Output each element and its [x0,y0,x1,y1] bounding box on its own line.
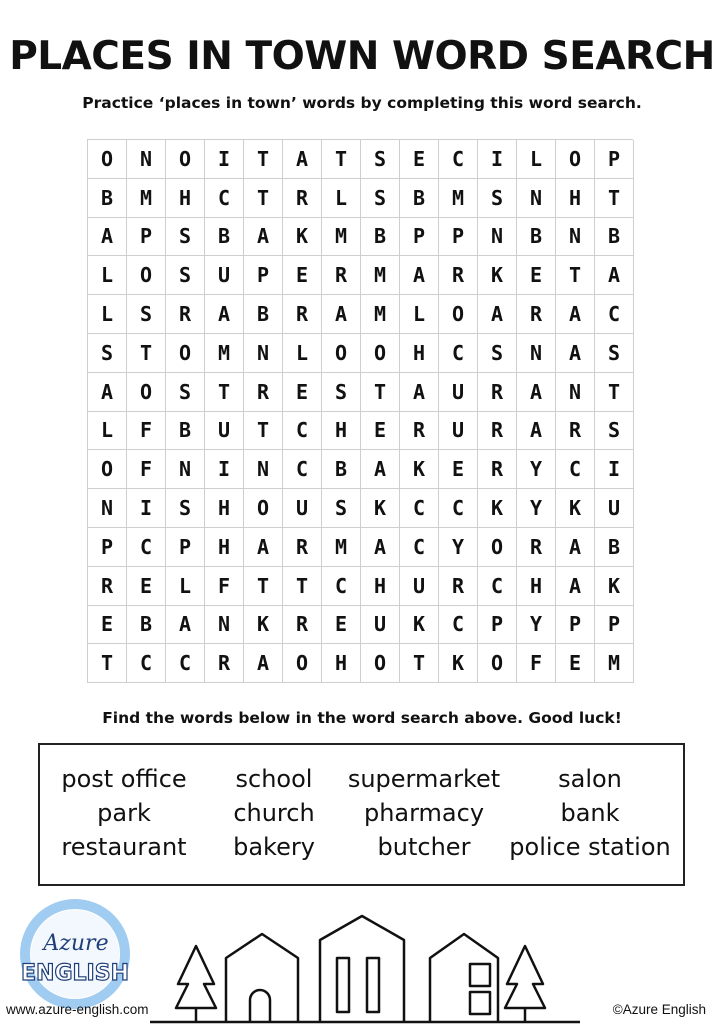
grid-cell: A [556,567,595,606]
grid-cell: M [361,295,400,334]
grid-cell: R [244,373,283,412]
grid-cell: T [244,567,283,606]
grid-cell: P [595,606,634,645]
grid-cell: S [361,179,400,218]
grid-cell: P [166,528,205,567]
grid-cell: K [361,489,400,528]
word-item: post office [61,765,187,793]
grid-cell: A [166,606,205,645]
grid-cell: C [322,567,361,606]
grid-cell: E [400,140,439,179]
grid-cell: C [127,644,166,683]
grid-cell: H [322,644,361,683]
grid-cell: S [166,218,205,257]
grid-cell: C [283,412,322,451]
grid-cell: O [166,334,205,373]
grid-cell: R [517,295,556,334]
grid-cell: A [517,412,556,451]
grid-cell: H [400,334,439,373]
grid-cell: I [127,489,166,528]
grid-cell: A [478,295,517,334]
grid-cell: R [283,606,322,645]
grid-cell: B [361,218,400,257]
grid-cell: O [244,489,283,528]
grid-cell: N [556,218,595,257]
grid-cell: B [244,295,283,334]
grid-cell: R [205,644,244,683]
grid-cell: A [361,528,400,567]
grid-cell: L [88,295,127,334]
grid-cell: T [595,373,634,412]
grid-cell: O [88,450,127,489]
grid-cell: C [283,450,322,489]
grid-cell: B [127,606,166,645]
grid-cell: U [400,567,439,606]
grid-cell: R [556,412,595,451]
grid-cell: H [205,528,244,567]
grid-cell: U [439,412,478,451]
logo-line1: Azure [43,931,109,956]
grid-cell: N [244,334,283,373]
grid-cell: P [127,218,166,257]
grid-cell: U [595,489,634,528]
house-icon [430,934,498,1022]
grid-cell: C [127,528,166,567]
grid-cell: E [283,373,322,412]
grid-cell: L [400,295,439,334]
grid-cell: B [595,218,634,257]
grid-cell: A [517,373,556,412]
word-item: church [233,799,315,827]
grid-cell: C [400,528,439,567]
grid-cell: B [88,179,127,218]
grid-cell: C [595,295,634,334]
grid-cell: I [205,450,244,489]
grid-cell: C [439,140,478,179]
grid-cell: U [439,373,478,412]
grid-cell: O [127,373,166,412]
grid-cell: O [88,140,127,179]
grid-cell: B [517,218,556,257]
grid-cell: L [88,256,127,295]
grid-cell: A [88,373,127,412]
grid-cell: F [205,567,244,606]
grid-cell: H [517,567,556,606]
grid-cell: K [439,644,478,683]
grid-cell: O [283,644,322,683]
instruction-text: Find the words below in the word search above. Good luck! [102,709,622,727]
grid-cell: T [127,334,166,373]
word-list-box [38,743,685,886]
grid-cell: F [517,644,556,683]
grid-cell: N [127,140,166,179]
azure-english-logo [16,898,134,1016]
grid-cell: P [478,606,517,645]
grid-cell: O [439,295,478,334]
grid-cell: O [478,528,517,567]
grid-cell: T [556,256,595,295]
grid-cell: K [556,489,595,528]
grid-cell: R [166,295,205,334]
grid-cell: S [166,373,205,412]
grid-cell: C [439,606,478,645]
grid-cell: R [283,179,322,218]
grid-cell: R [283,528,322,567]
grid-cell: S [361,140,400,179]
house-icon [320,916,404,1022]
grid-cell: R [439,567,478,606]
grid-cell: I [595,450,634,489]
grid-cell: O [127,256,166,295]
grid-cell: T [244,412,283,451]
grid-cell: P [400,218,439,257]
grid-cell: E [88,606,127,645]
grid-cell: P [439,218,478,257]
grid-cell: B [166,412,205,451]
word-item: bakery [233,833,315,861]
grid-cell: I [478,140,517,179]
grid-cell: N [205,606,244,645]
grid-cell: S [595,412,634,451]
grid-cell: R [400,412,439,451]
grid-cell: I [205,140,244,179]
word-item: restaurant [61,833,187,861]
grid-cell: T [244,140,283,179]
grid-cell: K [400,450,439,489]
logo-line2: ENGLISH [21,961,129,986]
grid-cell: K [244,606,283,645]
grid-cell: K [478,256,517,295]
grid-cell: T [400,644,439,683]
grid-cell: T [322,140,361,179]
grid-cell: O [322,334,361,373]
grid-cell: O [361,644,400,683]
grid-cell: E [283,256,322,295]
grid-cell: F [127,412,166,451]
word-item: park [97,799,151,827]
house-icon [226,934,298,1022]
grid-cell: N [517,334,556,373]
grid-cell: B [595,528,634,567]
grid-cell: A [205,295,244,334]
grid-cell: R [478,373,517,412]
grid-cell: T [88,644,127,683]
grid-cell: S [166,256,205,295]
grid-cell: O [478,644,517,683]
grid-cell: M [439,179,478,218]
grid-cell: N [244,450,283,489]
grid-cell: P [595,140,634,179]
grid-cell: C [400,489,439,528]
grid-cell: R [439,256,478,295]
word-item: butcher [377,833,471,861]
grid-cell: O [166,140,205,179]
grid-cell: C [205,179,244,218]
grid-cell: C [439,489,478,528]
grid-cell: A [400,256,439,295]
grid-cell: K [595,567,634,606]
word-item: salon [558,765,622,793]
grid-cell: H [166,179,205,218]
grid-cell: S [127,295,166,334]
grid-cell: U [361,606,400,645]
grid-cell: A [361,450,400,489]
grid-cell: K [478,489,517,528]
grid-cell: F [127,450,166,489]
grid-cell: U [205,412,244,451]
grid-cell: Y [517,450,556,489]
grid-cell: B [322,450,361,489]
grid-cell: A [244,218,283,257]
grid-cell: S [478,334,517,373]
grid-cell: M [127,179,166,218]
grid-cell: M [361,256,400,295]
grid-cell: K [400,606,439,645]
grid-cell: A [322,295,361,334]
grid-cell: T [283,567,322,606]
grid-cell: S [322,373,361,412]
grid-cell: P [244,256,283,295]
grid-cell: R [88,567,127,606]
grid-cell: A [400,373,439,412]
grid-cell: A [595,256,634,295]
grid-cell: Y [517,489,556,528]
grid-cell: U [205,256,244,295]
grid-cell: N [517,179,556,218]
word-item: school [235,765,313,793]
grid-cell: H [205,489,244,528]
footer-website: www.azure-english.com [6,1002,149,1017]
grid-cell: N [88,489,127,528]
grid-cell: E [517,256,556,295]
grid-cell: L [517,140,556,179]
grid-cell: T [361,373,400,412]
grid-cell: A [556,334,595,373]
tree-icon [176,946,216,1022]
grid-cell: P [88,528,127,567]
grid-cell: L [283,334,322,373]
grid-cell: L [322,179,361,218]
word-item: pharmacy [363,799,485,827]
grid-cell: N [166,450,205,489]
grid-cell: S [166,489,205,528]
grid-cell: Y [439,528,478,567]
grid-cell: O [556,140,595,179]
grid-cell: A [283,140,322,179]
grid-cell: M [322,528,361,567]
grid-cell: H [361,567,400,606]
grid-cell: C [166,644,205,683]
grid-cell: M [205,334,244,373]
tree-icon [505,946,545,1022]
page-subtitle: Practice ‘places in town’ words by completing this word search. [82,94,642,112]
grid-cell: T [595,179,634,218]
grid-cell: C [439,334,478,373]
word-search-grid [87,139,633,683]
grid-cell: S [595,334,634,373]
word-item: supermarket [347,765,501,793]
grid-cell: C [556,450,595,489]
grid-cell: H [322,412,361,451]
grid-cell: E [556,644,595,683]
grid-cell: A [244,528,283,567]
grid-cell: R [517,528,556,567]
grid-cell: B [205,218,244,257]
grid-cell: A [556,528,595,567]
grid-cell: T [244,179,283,218]
grid-cell: N [556,373,595,412]
grid-cell: A [88,218,127,257]
grid-cell: E [361,412,400,451]
grid-cell: U [283,489,322,528]
grid-cell: R [283,295,322,334]
page-title: PLACES IN TOWN WORD SEARCH [9,34,715,79]
grid-cell: Y [517,606,556,645]
grid-cell: O [361,334,400,373]
grid-cell: E [439,450,478,489]
footer-copyright: ©Azure English [612,1002,706,1017]
word-item: police station [509,833,671,861]
grid-cell: E [127,567,166,606]
grid-cell: S [322,489,361,528]
grid-cell: S [88,334,127,373]
grid-cell: H [556,179,595,218]
grid-cell: L [88,412,127,451]
grid-cell: R [478,450,517,489]
grid-cell: R [322,256,361,295]
grid-cell: L [166,567,205,606]
grid-cell: T [205,373,244,412]
grid-cell: B [400,179,439,218]
grid-cell: R [478,412,517,451]
grid-cell: C [478,567,517,606]
grid-cell: S [478,179,517,218]
grid-cell: N [478,218,517,257]
grid-cell: M [595,644,634,683]
grid-cell: E [322,606,361,645]
grid-cell: K [283,218,322,257]
grid-cell: A [556,295,595,334]
word-item: bank [560,799,620,827]
grid-cell: M [322,218,361,257]
grid-cell: P [556,606,595,645]
grid-cell: A [244,644,283,683]
